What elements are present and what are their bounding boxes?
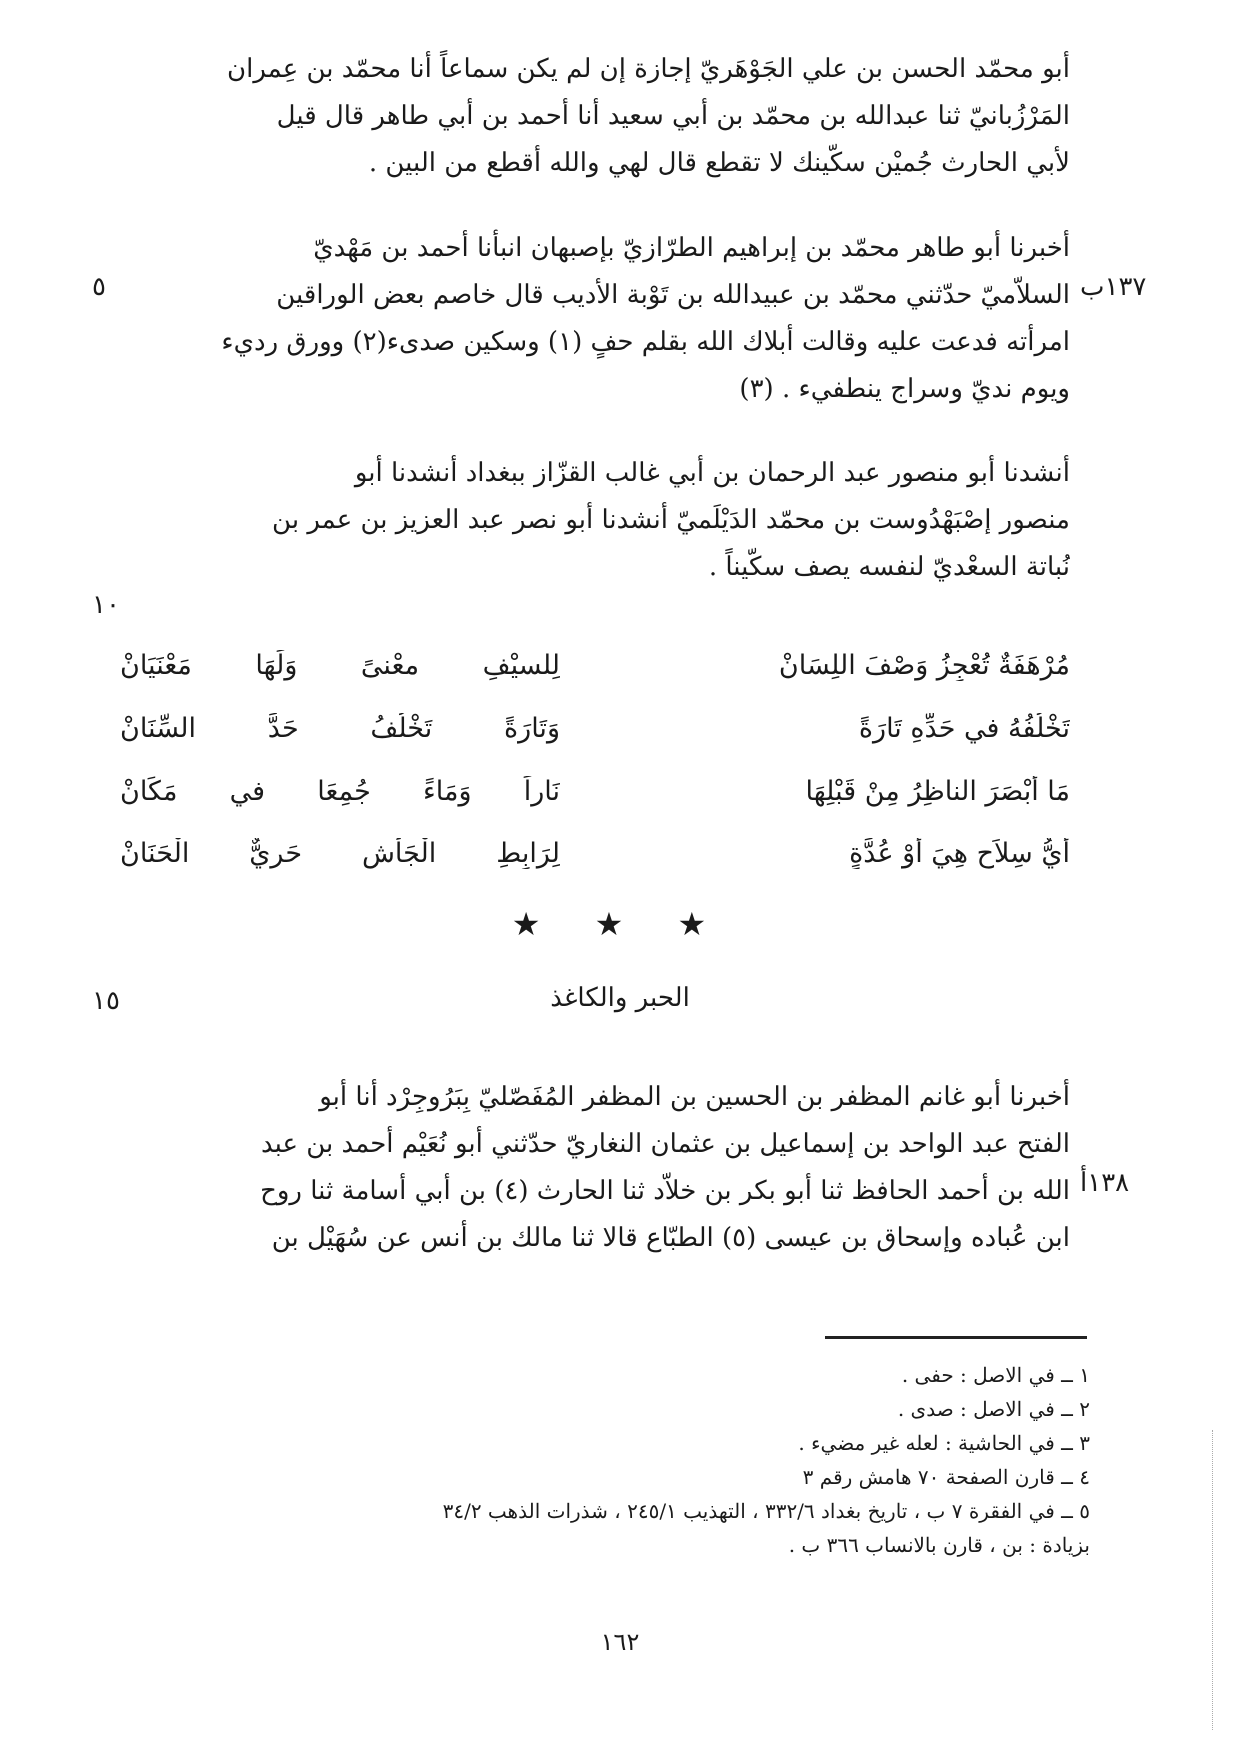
verse-hemistich-right: تَخْلُفُهُ في حَدِّهِ تَارَةً xyxy=(858,713,1070,744)
footnote-3: ٣ ــ في الحاشية : لعله غير مضيء . xyxy=(798,1431,1090,1455)
text-line: نُباتة السعْديّ لنفسه يصف سكّيناً . xyxy=(708,552,1070,582)
poem-verse xyxy=(120,776,1070,826)
paragraph-3 xyxy=(120,450,1070,591)
paragraph-2 xyxy=(120,225,1070,413)
text-line: لأبي الحارث جُميْن سكّينك لا تقطع قال لهي والله أقطع من البين . xyxy=(368,148,1070,178)
scan-edge-mark xyxy=(1212,1430,1213,1730)
text-line: الله بن أحمد الحافظ ثنا أبو بكر بن خلاّد ثنا الحارث (٤) بن أبي أسامة ثنا روح xyxy=(260,1176,1070,1206)
line-number-5: ٥ xyxy=(92,272,106,302)
text-line: ويوم نديّ وسراج ينطفيء . (٣) xyxy=(739,374,1070,404)
verse-hemistich-left: نَاراً وَمَاءً جُمِعَا في مَكَانْ xyxy=(120,776,560,807)
footnotes xyxy=(96,1358,1090,1562)
poem-verse xyxy=(120,650,1070,700)
footnote-2: ٢ ــ في الاصل : صدى . xyxy=(897,1397,1090,1421)
folio-marker-137: ١٣٧ب xyxy=(1080,272,1147,302)
text-line: أبو محمّد الحسن بن علي الجَوْهَريّ إجازة إن لم يكن سماعاً أنا محمّد بن عِمران xyxy=(227,54,1070,84)
text-line: منصور إصْبَهْدُوست بن محمّد الدَيْلَميّ أنشدنا أبو نصر عبد العزيز بن عمر بن xyxy=(272,505,1070,535)
text-line: أخبرنا أبو طاهر محمّد بن إبراهيم الطرّازيّ بإصبهان انبأنا أحمد بن مَهْديّ xyxy=(313,233,1070,263)
footnote-4: ٤ ــ قارن الصفحة ٧٠ هامش رقم ٣ xyxy=(802,1465,1090,1489)
paragraph-1 xyxy=(120,46,1070,187)
poem-verse xyxy=(120,838,1070,888)
section-title: الحبر والكاغذ xyxy=(550,983,690,1013)
text-line: أخبرنا أبو غانم المظفر بن الحسين بن المظفر المُفَصّليّ بِبَرُوجِرْد أنا أبو xyxy=(319,1082,1070,1112)
text-line: امرأته فدعت عليه وقالت أبلاك الله بقلم حفٍ (١) وسكين صدىء(٢) وورق رديء xyxy=(221,327,1070,357)
page-number: ١٦٢ xyxy=(600,1628,640,1656)
verse-hemistich-right: مُرْهَفَةٌ تُعْجِزُ وَصْفَ اللِسَانْ xyxy=(778,650,1070,681)
poem-verse xyxy=(120,713,1070,763)
text-line: الفتح عبد الواحد بن إسماعيل بن عثمان النغاريّ حدّثني أبو نُعَيْم أحمد بن عبد xyxy=(260,1129,1070,1159)
footnote-1: ١ ــ في الاصل : حفى . xyxy=(901,1363,1090,1387)
verse-hemistich-left: وَتَارَةً تَخْلُفُ حَدَّ السِّنَانْ xyxy=(120,713,560,744)
text-line: ابن عُباده وإسحاق بن عيسى (٥) الطبّاع قالا ثنا مالك بن أنس عن سُهَيْل بن xyxy=(271,1223,1070,1253)
text-line: أنشدنا أبو منصور عبد الرحمان بن أبي غالب القزّاز ببغداد أنشدنا أبو xyxy=(354,458,1070,488)
line-number-10: ١٠ xyxy=(92,590,120,620)
footnote-5-continued: بزيادة : بن ، قارن بالانساب ٣٦٦ ب . xyxy=(788,1533,1090,1557)
paragraph-4 xyxy=(120,1074,1070,1262)
verse-hemistich-left: لِلسيْفِ معْنىً وَلَهَا مَعْنَيَانْ xyxy=(120,650,560,681)
text-line: المَرْزُبانيّ ثنا عبدالله بن محمّد بن أبي سعيد أنا أحمد بن أبي طاهر قال قيل xyxy=(276,101,1070,131)
verse-hemistich-right: مَا أبْصَرَ الناظِرُ مِنْ قَبْلِهَا xyxy=(805,776,1070,807)
footnote-divider xyxy=(825,1336,1087,1339)
line-number-15: ١٥ xyxy=(92,986,120,1016)
section-separator-stars: ★ ★ ★ xyxy=(511,905,729,943)
verse-hemistich-right: أيُّ سِلاَحٍ هِيَ أوْ عُدَّةٍ xyxy=(849,838,1070,869)
text-line: السلاّميّ حدّثني محمّد بن عبيدالله بن تَوْبة الأديب قال خاصم بعض الوراقين xyxy=(276,280,1070,310)
footnote-5: ٥ ــ في الفقرة ٧ ب ، تاريخ بغداد ٣٣٢/٦ ، التهذيب ٢٤٥/١ ، شذرات الذهب ٣٤/٢ xyxy=(442,1499,1090,1523)
folio-marker-138: ١٣٨أ xyxy=(1080,1168,1130,1198)
verse-hemistich-left: لِرَابِطِ الْجَأْشِ حَرِيٌّ الْحَنَانْ xyxy=(120,838,560,869)
